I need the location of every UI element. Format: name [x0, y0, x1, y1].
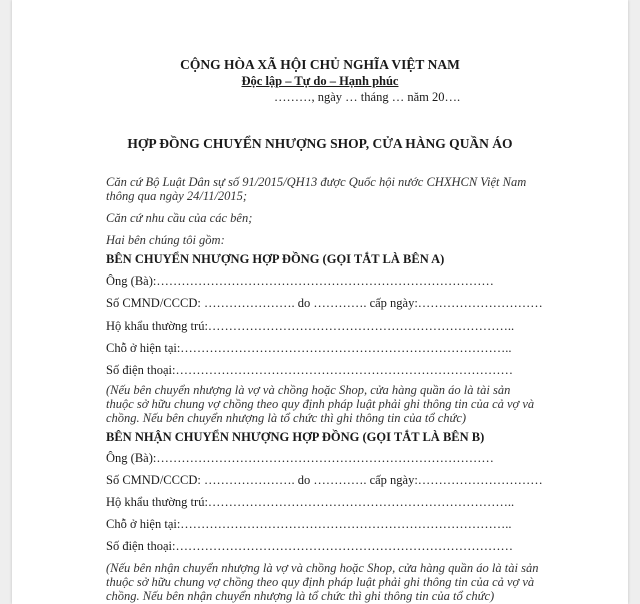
party-a-name-field: Ông (Bà):………………………………………………………………………	[106, 274, 494, 288]
national-motto: Độc lập – Tự do – Hạnh phúc	[241, 74, 399, 88]
party-b-phone-field: Số điện thoại:………………………………………………………………………	[106, 539, 513, 553]
party-b-address-field: Chỗ ở hiện tại:……………………………………………………………………..	[106, 517, 512, 531]
document-page	[12, 0, 628, 604]
party-b-note-line-3: chồng. Nếu bên nhận chuyển nhượng là tổ chức thì ghi thông tin của tổ chức)	[106, 589, 495, 603]
party-a-phone-field: Số điện thoại:………………………………………………………………………	[106, 363, 513, 377]
party-b-residence-field: Hộ khẩu thường trú:………………………………………………………………..	[106, 495, 515, 509]
needs-basis: Căn cứ nhu cầu của các bên;	[106, 211, 253, 225]
party-a-note-line-2: thuộc sở hữu chung vợ chồng theo quy định pháp luật phải ghi thông tin của cả vợ và	[106, 397, 535, 411]
date-line: ………, ngày … tháng … năm 20….	[274, 90, 461, 104]
legal-basis-line-1: Căn cứ Bộ Luật Dân sự số 91/2015/QH13 được Quốc hội nước CHXHCN Việt Nam	[106, 175, 527, 189]
party-a-id-field: Số CMND/CCCD: …………………. do …………. cấp ngày:…………………………	[106, 296, 543, 310]
parties-intro: Hai bên chúng tôi gồm:	[106, 233, 225, 247]
contract-title: HỢP ĐỒNG CHUYỂN NHƯỢNG SHOP, CỬA HÀNG QUẦN ÁO	[127, 136, 513, 151]
party-a-note-line-3: chồng. Nếu bên chuyển nhượng là tổ chức thì ghi thông tin của tổ chức)	[106, 411, 467, 425]
country-name: CỘNG HÒA XÃ HỘI CHỦ NGHĨA VIỆT NAM	[180, 57, 460, 72]
party-a-heading: BÊN CHUYỂN NHƯỢNG HỢP ĐỒNG (GỌI TẮT LÀ BÊN A)	[106, 252, 445, 266]
party-b-name-field: Ông (Bà):………………………………………………………………………	[106, 451, 494, 465]
legal-basis-line-2: thông qua ngày 24/11/2015;	[106, 189, 248, 203]
party-a-note-line-1: (Nếu bên chuyển nhượng là vợ và chồng hoặc Shop, cửa hàng quần áo là tài sản	[106, 383, 511, 397]
party-a-address-field: Chỗ ở hiện tại:……………………………………………………………………..	[106, 341, 512, 355]
party-a-residence-field: Hộ khẩu thường trú:………………………………………………………………..	[106, 319, 515, 333]
party-b-id-field: Số CMND/CCCD: …………………. do …………. cấp ngày:…………………………	[106, 473, 543, 487]
party-b-heading: BÊN NHẬN CHUYỂN NHƯỢNG HỢP ĐỒNG (GỌI TẮT LÀ BÊN B)	[106, 430, 485, 444]
party-b-note-line-2: thuộc sở hữu chung vợ chồng theo quy định pháp luật phải ghi thông tin của cả vợ và	[106, 575, 535, 589]
party-b-note-line-1: (Nếu bên nhận chuyển nhượng là vợ và chồng hoặc Shop, cửa hàng quần áo là tài sản	[106, 561, 539, 575]
